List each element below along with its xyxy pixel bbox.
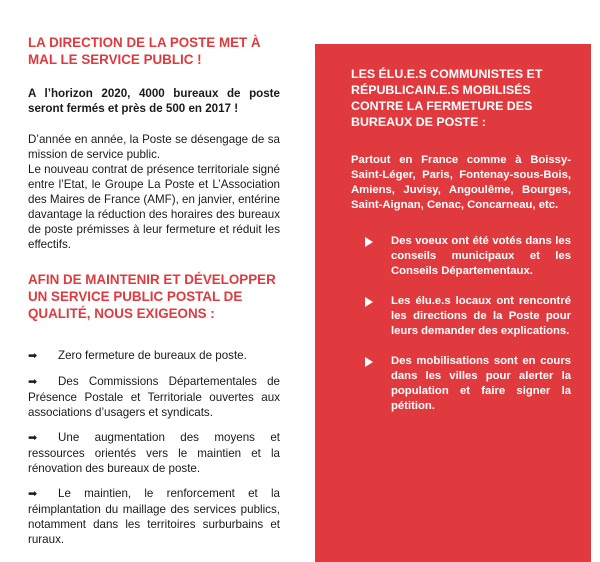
demands-list: [28, 348, 280, 547]
list-item: [363, 354, 571, 414]
triangle-right-icon: [365, 297, 373, 307]
triangle-right-icon: [365, 357, 373, 367]
right-arrow-icon: ➡: [28, 488, 38, 500]
list-item: [363, 294, 571, 339]
list-item: [363, 234, 571, 279]
fact-text: Des mobilisations sont en cours dans les villes pour alerter la population et faire signer la pétition.: [391, 355, 571, 412]
demand-text: Des Commissions Départementales de Présence Postale et Territoriale ouvertes aux associations d’usagers et syndicats.: [28, 375, 280, 419]
panel-intro: Partout en France comme à Boissy-Saint-Léger, Paris, Fontenay-sous-Bois, Amiens, Juvisy, Angoulême, Bourges, Saint-Aignan, Cenac, Concarneau, etc.: [351, 154, 571, 211]
right-arrow-icon: ➡: [28, 376, 38, 388]
demand-text: Le maintien, le renforcement et la réimplantation du maillage des services publics, notamment dans les territoires surburbains et ruraux.: [28, 487, 280, 546]
list-item: [28, 348, 280, 364]
lead-statement: A l’horizon 2020, 4000 bureaux de poste seront fermés et près de 500 en 2017 !: [28, 87, 280, 115]
paragraph-disengagement: D’année en année, la Poste se désengage de sa mission de service public.: [28, 133, 280, 161]
demands-heading: AFIN DE MAINTENIR ET DÉVELOPPER UN SERVICE PUBLIC POSTAL DE QUALITÉ, NOUS EXIGEONS :: [28, 272, 276, 321]
triangle-right-icon: [365, 237, 373, 247]
right-arrow-icon: ➡: [28, 432, 38, 444]
fact-text: Les élu.e.s locaux ont rencontré les directions de la Poste pour leurs demander des explications.: [391, 295, 571, 337]
right-arrow-icon: ➡: [28, 350, 38, 362]
main-heading: LA DIRECTION DE LA POSTE MET À MAL LE SERVICE PUBLIC !: [28, 35, 261, 67]
demand-text: Zero fermeture de bureaux de poste.: [58, 349, 247, 362]
list-item: [28, 374, 280, 420]
panel-title: LES ÉLU.E.S COMMUNISTES ET RÉPUBLICAIN.E.S MOBILISÉS CONTRE LA FERMETURE DES BUREAUX DE POSTE :: [351, 67, 543, 129]
demand-text: Une augmentation des moyens et ressources orientés vers le maintien et la rénovation des bureaux de poste.: [28, 431, 280, 475]
list-item: [28, 430, 280, 476]
fact-text: Des voeux ont été votés dans les conseils municipaux et les Conseils Départementaux.: [391, 235, 571, 277]
mobilisation-panel: [315, 44, 591, 562]
facts-list: [363, 234, 571, 429]
list-item: [28, 486, 280, 547]
paragraph-contract: Le nouveau contrat de présence territoriale signé entre l’Etat, le Groupe La Poste et L’Association des Maires de France (AMF), en janvier, entérine davantage la réduction des horaires des bureaux de poste prémisses à leur fermeture et réduit les effectifs.: [28, 163, 280, 251]
left-column: [28, 34, 280, 557]
